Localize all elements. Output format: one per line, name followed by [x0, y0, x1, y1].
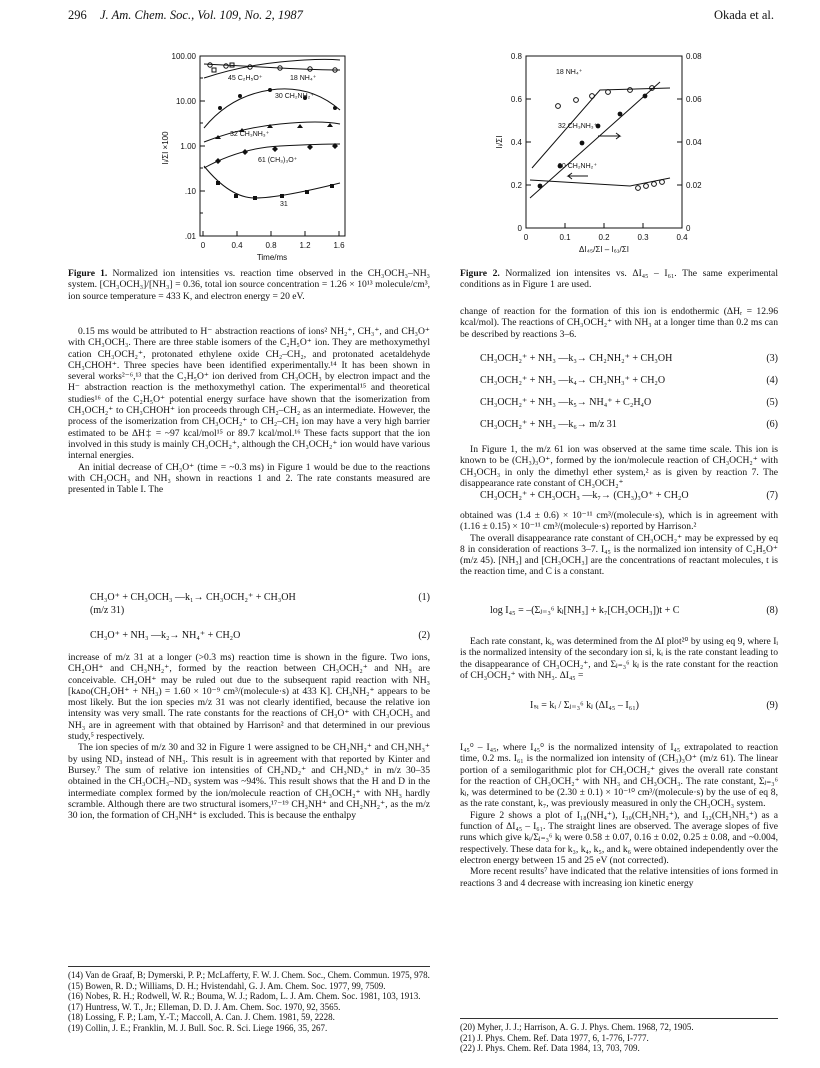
equation-5-number: (5): [766, 397, 778, 408]
page-number: 296: [68, 8, 87, 22]
fig1-ytick: .01: [184, 232, 196, 241]
equation-1-number: (1): [418, 592, 430, 603]
fig2-xlabel: ΔI₄₅/ΣI – I₆₁/ΣI: [579, 245, 629, 254]
fig2-xtick: 0.4: [676, 233, 688, 242]
journal-header: J. Am. Chem. Soc., Vol. 109, No. 2, 1987: [100, 8, 303, 22]
reference: (14) Van de Graaf, B; Dymerski, P. P.; McLafferty, F. W. J. Chem. Soc., Chem. Commun. 1975, 978.: [68, 970, 430, 980]
equation-9: [530, 700, 778, 711]
equation-6-number: (6): [766, 419, 778, 430]
fig1-curve-18: [204, 59, 340, 78]
fig2-ytick-right: 0.06: [686, 95, 702, 104]
paragraph: change of reaction for the formation of this ion is endothermic (ΔHᵣ = 12.96 kcal/mol). The reactions of CH₃OCH₂⁺ with NH₃ at a longer time than 0.2 ms can be described by reactions 3–6.: [460, 306, 778, 340]
fig1-frame: [200, 56, 345, 236]
figure-2-plot: [480, 48, 720, 256]
paragraph: The ion species of m/z 30 and 32 in Figure 1 were assigned to be CH₂NH₂⁺ and CH₃NH₃⁺ by using ND₃ instead of NH₃. This result is in agreement with that reported by Kinter and Bursey.⁷ The sum of relative ion intensities of CH₂ND₂⁺ and CH₃ND₃⁺ in m/z 30–35 obtained in the CH₃OCH₃–ND₃ system was ~94%. This result shows that the H and D in the intermediate complex formed by the ion/molecule reaction of CH₃OCH₂⁺ with NH₃ hardly scramble. Although there are two structural isomers,¹⁷⁻¹⁹ CH₃NH⁺ and CH₂NH₂⁺, as the m/z 30 ion, the formation of CH₃NH⁺ is excluded. This is because the enthalpy: [68, 742, 430, 822]
fig2-xtick: 0.2: [598, 233, 610, 242]
fig2-ytick-left: 0.2: [510, 181, 522, 190]
authors-header: Okada et al.: [713, 8, 774, 22]
fig1-series-label: 18 NH₄⁺: [290, 75, 317, 82]
fig2-xtick: 0.3: [637, 233, 649, 242]
right-column-text-3: [460, 510, 778, 578]
equation-4: [480, 370, 778, 392]
fig2-series-label: 32 CH₃NH₃⁺: [558, 123, 598, 130]
paragraph: 0.15 ms would be attributed to H⁻ abstraction reactions of ions² NH₂⁺, CH₃⁺, and CH₃O⁺ with CH₃OCH₃. There are three stable isomers of the C₂H₅O⁺ ion. They are methoxymethyl cation CH₃OCH₂⁺, protonated ethylene oxide CH₂–CH₂, and protonated acetaldehyde CH₃CHOH⁺. Three species have been identified experimentally.¹⁴ It has been shown in several works²⁻⁶,¹³ that the C₂H₅O⁺ ion derived from CH₃OCH₃ by electron impact and the H⁻ abstraction reaction is the methoxymethyl cation. The experimental¹⁵ and theoretical studies¹⁶ of the C₂H₅O⁺ potential energy surface have shown that the isomerization from CH₃OCH₂⁺ to CH₃CHOH⁺ ion proceeds through CH₂–CH₂ as an intermediate. However, the process of the isomerization from CH₃OCH₂⁺ to CH₂–CH₂ ion may have a very high barrier estimated to be ΔH‡ = ~97 kcal/mol¹⁵ or 89.7 kcal/mol.¹⁶ These facts support that the ion involved in this study is mainly CH₃OCH₂⁺, although the CH₃OCH₂⁺ ion would have various internal energies.: [68, 326, 430, 462]
fig1-xtick: 0.4: [231, 241, 243, 250]
equation-7: [480, 490, 778, 501]
fig2-ytick-left: 0.4: [510, 138, 522, 147]
fig1-curve-32: [204, 122, 340, 142]
left-column-text-2: [68, 652, 430, 821]
fig1-xlabel: Time/ms: [256, 253, 288, 262]
paragraph: In Figure 1, the m/z 61 ion was observed at the same time scale. This ion is known to be (CH₃)₃O⁺, formed by the ion/molecule reaction of CH₃OCH₂⁺ with CH₃OCH₃ in only the dimethyl ether system,² as is given by reaction 7. The disappearance rate constant of CH₃OCH₂⁺: [460, 444, 778, 489]
left-references: [68, 970, 430, 1034]
figure-2-caption-label: Figure 2.: [460, 268, 500, 279]
fig2-line-18: [530, 82, 660, 198]
equation-4-text: CH₃OCH₂⁺ + NH₃ —k₄→ CH₃NH₃⁺ + CH₂O: [480, 375, 666, 386]
fig2-ytick-right: 0.08: [686, 52, 702, 61]
fig2-xtick: 0.1: [559, 233, 571, 242]
equation-8-number: (8): [766, 605, 778, 616]
figure-1-caption-text: Normalized ion intensities vs. reaction time observed in the CH₃OCH₃–NH₃ system. [CH₃OCH₃]/[NH₃] = 0.36, total ion source concentration = 1.26 × 10¹³ molecule/cm³, ion source temperature = 433 K, and electron energy = 20 eV.: [68, 268, 430, 302]
fig1-ytick: 10.00: [175, 97, 196, 106]
equation-3-text: CH₃OCH₂⁺ + NH₃ —k₃→ CH₂NH₂⁺ + CH₃OH: [480, 353, 673, 364]
fig1-curve-31: [204, 166, 340, 198]
right-column-text-4: [460, 636, 778, 681]
fig1-xtick: 1.6: [333, 241, 345, 250]
equation-3: [480, 348, 778, 370]
equation-4-number: (4): [766, 375, 778, 386]
fig1-series-label: 32 CH₃NH₃⁺: [230, 131, 270, 138]
reference: (16) Nobes, R. H.; Rodwell, W. R.; Bouma, W. J.; Radom, L. J. Am. Chem. Soc. 1981, 103, 1913.: [68, 991, 421, 1002]
fig2-ytick-right: 0.04: [686, 138, 702, 147]
paragraph: The overall disappearance rate constant of CH₃OCH₂⁺ may be expressed by eq 8 in consideration of reactions 3–7. I₄₅ is the normalized ion intensity of C₂H₅O⁺ (m/z 45). [NH₃] and [CH₃OCH₃] are the concentrations of reactant molecules, t is the reaction time, and C is a constant.: [460, 532, 778, 578]
paragraph: More recent results⁷ have indicated that the relative intensities of ions formed in reactions 3 and 4 decrease with increasing ion kinetic energy: [460, 866, 778, 889]
equation-9-text: Iₛᵢ = kᵢ / Σⱼ₌₃⁶ kⱼ (ΔI₄₅ – I₆₁): [530, 700, 640, 711]
equation-1-text: CH₃O⁺ + CH₃OCH₃ —k₁→ CH₃OCH₂⁺ + CH₃OH: [90, 592, 296, 603]
paragraph: Each rate constant, kᵢ, was determined from the ΔI plot²⁰ by using eq 9, where Iᵢ is the normalized intensity of the secondary ion si, kᵢ is the rate constant leading to the disappearance of CH₃OCH₂⁺, and Σⱼ₌₃⁶ kⱼ is the rate constant for the reaction of CH₃OCH₂⁺ with NH₃. ΔI₄₅ =: [460, 636, 778, 681]
equation-1-subtext: (m/z 31): [90, 605, 125, 616]
paragraph: obtained was (1.4 ± 0.6) × 10⁻¹¹ cm³/(molecule·s), which is in agreement with (1.16 ± 0.15) × 10⁻¹¹ cm³/(molecule·s) reported by Harrison.²: [460, 510, 778, 533]
right-column-text-2: [460, 444, 778, 489]
equation-2-number: (2): [418, 630, 430, 641]
fig1-curve-61: [204, 144, 340, 168]
equation-6: [480, 414, 778, 436]
fig2-series-label: 30 CH₂NH₂⁺: [558, 163, 598, 170]
fig2-xtick: 0: [523, 233, 529, 242]
paragraph: I₄₅⁰ – I₄₅, where I₄₅⁰ is the normalized intensity of I₄₅ extrapolated to reaction time, 0.2 ms. I₆₁ is the normalized ion intensity of (CH₃)₃O⁺ (m/z 61). The linear portion of a semilogarithmic plot for CH₃OCH₂⁺ gives the overall rate constant for the reaction of CH₃OCH₂⁺ with NH₃ and CH₃OCH₃. The rate constant, Σⱼ₌₃⁶ kⱼ, was determined to be (2.30 ± 0.1) × 10⁻¹⁰ cm³/(molecule·s) by the use of eq 8, as the rate constant, k₇, was previously measured in only the CH₃OCH₃ system.: [460, 742, 778, 810]
fig2-ytick-left: 0.8: [510, 52, 522, 61]
fig2-series-label: 18 NH₄⁺: [556, 69, 583, 76]
figure-1-caption: [68, 268, 430, 302]
equation-2-text: CH₃O⁺ + NH₃ —k₂→ NH₄⁺ + CH₂O: [90, 630, 241, 641]
right-references: [460, 1022, 778, 1054]
fig2-frame: [526, 56, 682, 228]
fig2-ytick-right: 0.02: [686, 181, 702, 190]
equation-8-text: log I₄₅ = –(Σⱼ₌₃⁶ kⱼ[NH₃] + k₇[CH₃OCH₃])t + C: [490, 605, 680, 616]
equations-3-6: [480, 348, 778, 436]
equation-5: [480, 392, 778, 414]
equation-1: [90, 592, 430, 603]
figure-2-caption: [460, 268, 778, 291]
fig2-ytick-left: 0: [517, 224, 522, 233]
equation-5-text: CH₃OCH₂⁺ + NH₃ —k₅→ NH₄⁺ + C₂H₄O: [480, 397, 652, 408]
fig1-series-label: 31: [280, 201, 288, 208]
footnote-rule-right: [460, 1018, 778, 1019]
fig1-xtick: 0.8: [265, 241, 277, 250]
fig2-ytick-left: 0.6: [510, 95, 522, 104]
reference: (18) Lossing, F. P.; Lam, Y.-T.; Maccoll, A. Can. J. Chem. 1981, 59, 2228.: [68, 1012, 335, 1023]
fig2-ytick-right: 0: [686, 224, 691, 233]
reference: (15) Bowen, R. D.; Williams, D. H.; Hvistendahl, G. J. Am. Chem. Soc. 1977, 99, 7509.: [68, 980, 386, 991]
paragraph: increase of m/z 31 at a longer (>0.3 ms) reaction time is shown in the figure. Two ions, CH₂OH⁺ and CH₃NH₂⁺, formed by the reaction between CH₃OCH₂⁺ and NH₃ are conceivable. CH₂OH⁺ may be ruled out due to the subsequent rapid reaction with NH₃ [kᴀᴅᴏ(CH₂OH⁺ + NH₃) = 1.60 × 10⁻⁹ cm³/(molecule·s) at 433 K]. CH₃NH₂⁺ appears to be most likely. But the ion species m/z 31 was not clearly identified, because the relative ion intensity was very small. The rate constants for the reactions of CH₃O⁺ with CH₃OCH₃ and NH₃ are in agreement with that obtained by Harrison² and that determined in our previous study,⁵ respectively.: [68, 652, 430, 743]
paragraph: Figure 2 shows a plot of I₁₈(NH₄⁺), I₃₀(CH₂NH₂⁺), and I₃₂(CH₃NH₃⁺) as a function of ΔI₄₅ – I₆₁. The straight lines are observed. The average slopes of five runs which give kᵢ/Σⱼ₌₃⁶ kⱼ were 0.58 ± 0.07, 0.16 ± 0.02, 0.25 ± 0.08, and ~0.004, respectively. These data for k₃, k₄, k₅, and k₆ were obtained independently over the electron energy between 15 and 25 eV (not corrected).: [460, 809, 778, 866]
equation-3-number: (3): [766, 353, 778, 364]
fig1-series-label: 61 (CH₃)₃O⁺: [258, 157, 298, 164]
fig1-ytick: 1.00: [180, 142, 196, 151]
paragraph: An initial decrease of CH₃O⁺ (time = ~0.3 ms) in Figure 1 would be due to the reactions with CH₃OCH₃ and NH₃ shown in reactions 1 and 2. The rate constants measured are presented in Table I. The: [68, 461, 430, 496]
figure-1-plot: [130, 48, 360, 280]
footnote-rule: [68, 966, 430, 967]
figure-1-caption-label: Figure 1.: [68, 268, 108, 279]
equation-6-text: CH₃OCH₂⁺ + NH₃ —k₆→ m/z 31: [480, 419, 617, 430]
fig2-ylabel: Iᵢ/ΣI: [495, 135, 504, 149]
fig1-ylabel: Iᵢ/ΣI ×100: [161, 131, 170, 165]
right-column-text: [460, 306, 778, 340]
fig1-series-label: 45 C₂H₅O⁺: [228, 75, 263, 82]
equation-7-number: (7): [766, 490, 778, 501]
fig1-xtick: 1.2: [299, 241, 311, 250]
figure-2-caption-text: Normalized ion intensites vs. ΔI₄₅ – I₆₁. The same experimental conditions as in Figure 1 are used.: [460, 268, 778, 291]
equation-9-number: (9): [766, 700, 778, 711]
fig1-ytick: .10: [184, 187, 196, 196]
reference: (20) Myher, J. J.; Harrison, A. G. J. Phys. Chem. 1968, 72, 1905.: [460, 1022, 694, 1032]
equation-2: [90, 630, 430, 641]
right-column-text-5: [460, 742, 778, 889]
equation-8: [490, 605, 778, 616]
reference: (21) J. Phys. Chem. Ref. Data 1977, 6, 1-776, I-777.: [460, 1032, 649, 1043]
reference: (22) J. Phys. Chem. Ref. Data 1984, 13, 703, 709.: [460, 1043, 640, 1054]
fig1-ytick: 100.00: [171, 52, 196, 61]
reference: (19) Collin, J. E.; Franklin, M. J. Bull. Soc. R. Sci. Liege 1966, 35, 267.: [68, 1022, 328, 1033]
fig1-series-label: 30 CH₂NH₂⁺: [275, 93, 315, 100]
equation-7-text: CH₃OCH₂⁺ + CH₃OCH₃ —k₇→ (CH₃)₃O⁺ + CH₂O: [480, 490, 689, 501]
fig1-xtick: 0: [200, 241, 206, 250]
left-column-text: [68, 326, 430, 495]
reference: (17) Huntress, W. T., Jr.; Elleman, D. D. J. Am. Chem. Soc. 1970, 92, 3565.: [68, 1001, 341, 1012]
